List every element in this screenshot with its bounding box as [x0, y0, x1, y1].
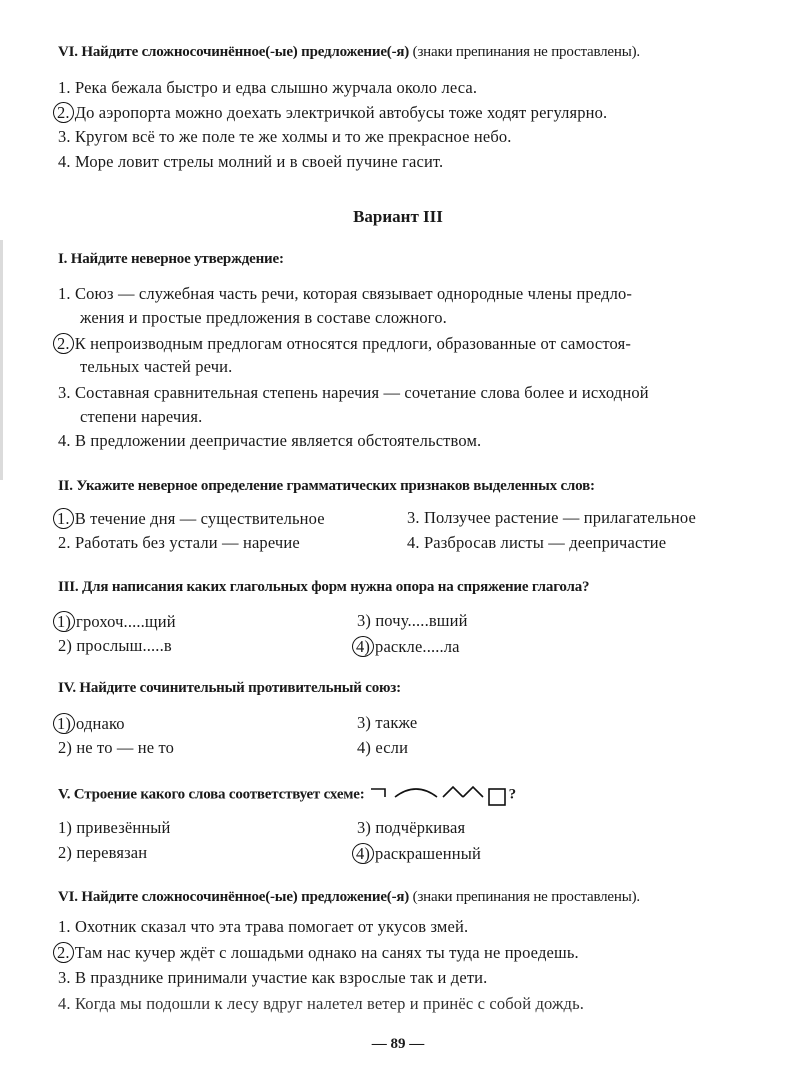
suffix-icon: [443, 787, 463, 797]
option: 2) перевязан: [58, 843, 148, 862]
list-item: 4. Море ловит стрелы молний и в своей пучине гасит.: [58, 152, 444, 171]
list-item-answer: 2. К непроизводным предлогам относятся предлоги, образованные от самостоя-: [58, 333, 631, 354]
circled-answer: 2.: [53, 942, 74, 963]
root-icon: [395, 789, 437, 797]
option: 1) привезённый: [58, 818, 171, 837]
option: 3. Ползучее растение — прилагательное: [407, 508, 696, 527]
q3-heading: III. Для написания каких глагольных форм нужна опора на спряжение глагола?: [58, 579, 590, 595]
list-item: 1. Река бежала быстро и едва слышно журчала около леса.: [58, 78, 478, 97]
list-item: 4. Когда мы подошли к лесу вдруг налетел ветер и принёс с собой дождь.: [58, 994, 585, 1013]
option: 3) также: [357, 713, 418, 732]
suffix-icon: [463, 787, 483, 797]
circled-answer: 4): [352, 843, 374, 864]
q2-heading: II. Укажите неверное определение грамматических признаков выделенных слов:: [58, 478, 595, 494]
list-item-cont: жения и простые предложения в составе сложного.: [80, 308, 447, 327]
option: 2. Работать без устали — наречие: [58, 533, 300, 552]
circled-answer: 1): [53, 713, 75, 734]
circled-answer: 2.: [53, 102, 74, 123]
q1-heading: I. Найдите неверное утверждение:: [58, 251, 284, 267]
scan-edge: [0, 240, 3, 480]
option-answer: 1) грохоч.....щий: [58, 611, 176, 632]
list-item: 4. В предложении деепричастие является обстоятельством.: [58, 431, 482, 450]
list-item-cont: степени наречия.: [80, 407, 203, 426]
option-answer: 4) раскле.....ла: [357, 636, 460, 657]
circled-answer: 1.: [53, 508, 74, 529]
prefix-icon: [371, 789, 385, 797]
ending-icon: [489, 789, 505, 805]
option-answer: 1) однако: [58, 713, 125, 734]
list-item: 3. Кругом всё то же поле те же холмы и то же прекрасное небо.: [58, 127, 512, 146]
q6-heading: VI. Найдите сложносочинённое(-ые) предложение(-я) (знаки препинания не проставлены).: [58, 889, 640, 905]
list-item: 3. В празднике принимали участие как взрослые так и дети.: [58, 968, 488, 987]
circled-answer: 2.: [53, 333, 74, 354]
option-answer: 1. В течение дня — существительное: [58, 508, 325, 529]
option-answer: 4) раскрашенный: [357, 843, 481, 864]
list-item: 1. Союз — служебная часть речи, которая связывает однородные члены предло-: [58, 284, 633, 303]
option: 4. Разбросав листы — деепричастие: [407, 533, 667, 552]
option: 4) если: [357, 738, 409, 757]
list-item-answer: 2. Там нас кучер ждёт с лошадьми однако на санях ты туда не проедешь.: [58, 942, 579, 963]
list-item-cont: тельных частей речи.: [80, 357, 233, 376]
morpheme-scheme-icon: [369, 783, 509, 807]
option: 3) почу.....вший: [357, 611, 468, 630]
variant-title: Вариант III: [353, 207, 443, 226]
option: 2) прослыш.....в: [58, 636, 172, 655]
q5-heading: V. Строение какого слова соответствует схеме: ?: [58, 783, 516, 807]
list-item-answer: 2. До аэропорта можно доехать электричкой автобусы тоже ходят регулярно.: [58, 102, 607, 123]
list-item: 1. Охотник сказал что эта трава помогает от укусов змей.: [58, 917, 469, 936]
circled-answer: 4): [352, 636, 374, 657]
option: 2) не то — не то: [58, 738, 175, 757]
q4-heading: IV. Найдите сочинительный противительный союз:: [58, 680, 401, 696]
circled-answer: 1): [53, 611, 75, 632]
top-heading: VI. Найдите сложносочинённое(-ые) предложение(-я) (знаки препинания не проставлены).: [58, 44, 640, 60]
page-number: — 89 —: [371, 1036, 425, 1052]
option: 3) подчёркивая: [357, 818, 466, 837]
list-item: 3. Составная сравнительная степень наречия — сочетание слова более и исходной: [58, 383, 649, 402]
